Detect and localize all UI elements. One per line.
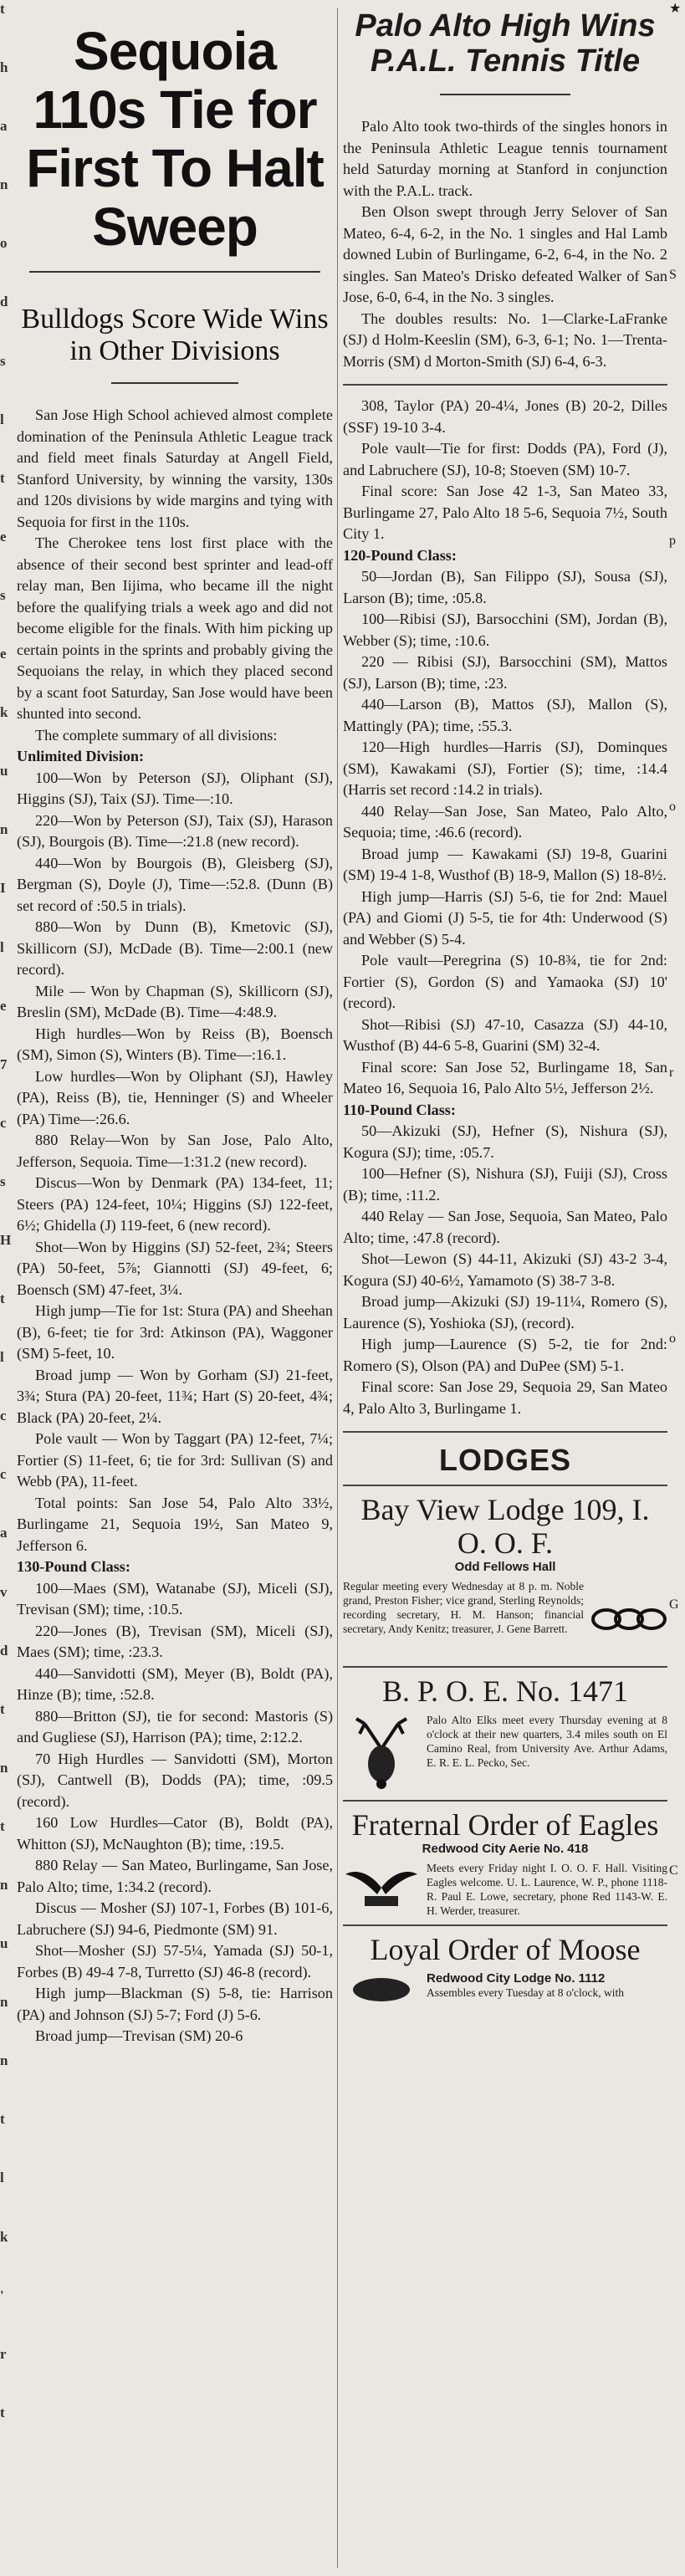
section-heading-130: 130-Pound Class: bbox=[17, 1558, 130, 1575]
lodge-elks bbox=[343, 1666, 667, 1793]
edge-fragment: ★ bbox=[669, 2, 682, 16]
edge-fragment: a bbox=[0, 118, 8, 135]
section-heading-110: 110-Pound Class: bbox=[343, 1101, 456, 1118]
paragraph: The complete summary of all divisions: bbox=[35, 726, 278, 744]
result-entry: Broad jump — Won by Gorham (SJ) 21-feet, 3¾; Stura (PA) 20-feet, 11¾; Hart (S) 20-feet, 4¾; Black (PA) 20-feet, 2¼. bbox=[17, 1366, 333, 1426]
tennis-headline: Palo Alto High Wins P.A.L. Tennis Title bbox=[355, 8, 656, 79]
lodge-text: Meets every Friday night I. O. O. F. Hall. Visiting Eagles welcome. U. L. Laurence, W. P., phone 1118-R. Paul E. Lowe, secretary, phone Red 1143-W. E. H. Werder, treasurer. bbox=[427, 1862, 667, 1917]
lodges-rule bbox=[343, 1431, 667, 1433]
edge-fragment: l bbox=[0, 2170, 4, 2186]
result-entry: 220—Won by Peterson (SJ), Taix (SJ), Harason (SJ), Bourgois (B). Time—:21.8 (new record). bbox=[17, 811, 333, 850]
edge-fragment: l bbox=[0, 1349, 4, 1366]
unlimited-results bbox=[17, 768, 333, 1557]
edge-fragment: H bbox=[0, 1231, 12, 1248]
subheadline-rule bbox=[111, 382, 238, 386]
result-entry: 50—Akizuki (SJ), Hefner (S), Nishura (SJ), Kogura (SJ); time, :05.7. bbox=[343, 1122, 667, 1161]
result-entry: High jump—Tie for 1st: Stura (PA) and Sheehan (B), 6-feet; tie for 3rd: Atkinson (PA), Waggoner (SM) 5-feet, 10. bbox=[17, 1302, 333, 1362]
result-entry: 880 Relay—Won by San Jose, Palo Alto, Jefferson, Sequoia. Time—1:31.2 (new record). bbox=[17, 1132, 333, 1170]
result-entry: Pole vault — Won by Taggart (PA) 12-feet, 7¼; Fortier (S) 11-feet, 6; tie for 3rd: Sullivan (S) and Webb (PA), 11-feet. bbox=[17, 1430, 333, 1490]
result-entry: Final score: San Jose 52, Burlingame 18, San Mateo 16, Sequoia 16, Palo Alto 5½, Jefferson 2½. bbox=[343, 1058, 667, 1096]
result-entry: Shot—Won by Higgins (SJ) 52-feet, 2¾; Steers (PA) 50-feet, 5⅞; Giannotti (SJ) 49-feet, 6; Boensch (SM) 47-feet, 3¼. bbox=[17, 1238, 333, 1298]
result-entry: 440—Sanvidotti (SM), Meyer (B), Boldt (PA), Hinze (B); time, :52.8. bbox=[17, 1664, 333, 1703]
edge-fragment: n bbox=[0, 2052, 8, 2069]
result-entry: 50—Jordan (B), San Filippo (SJ), Sousa (SJ), Larson (B); time, :05.8. bbox=[343, 568, 667, 606]
edge-fragment: c bbox=[0, 1466, 7, 1483]
headline-rule bbox=[440, 94, 570, 98]
edge-fragment: a bbox=[0, 1525, 8, 1541]
edge-fragment: p bbox=[669, 534, 676, 548]
lodges-title: LODGES bbox=[438, 1443, 571, 1477]
result-entry: High jump—Laurence (S) 5-2, tie for 2nd: Romero (S), Olson (PA) and DuPee (SM) 5-1. bbox=[343, 1336, 667, 1374]
paragraph: The doubles results: No. 1—Clarke-LaFranke (SJ) d Holm-Keeslin (SM), 6-3, 6-1; No. 1—Trenta-Morris (SM) d Morton-Smith (SJ) 6-4, 6-3. bbox=[343, 309, 667, 370]
edge-fragment: r bbox=[0, 2345, 7, 2362]
result-entry: Broad jump—Akizuki (SJ) 19-11¼, Romero (S), Laurence (S), Yoshioka (SJ), (record). bbox=[343, 1293, 667, 1331]
lodge-odd-fellows bbox=[343, 1485, 667, 1659]
edge-fragment: 7 bbox=[0, 1055, 8, 1072]
result-entry: High jump—Harris (SJ) 5-6, tie for 2nd: Mauel (PA) and Giomi (J) 5-5, tie for 4th: Underwood (S) and Webber (S) 5-4. bbox=[343, 887, 667, 948]
eagle-emblem-icon bbox=[343, 1861, 420, 1911]
track-meet-article bbox=[17, 0, 333, 2047]
edge-fragment: t bbox=[0, 1291, 5, 1307]
edge-fragment: v bbox=[0, 1583, 8, 1600]
result-entry: Mile — Won by Chapman (S), Skillicorn (SJ), Breslin (SM), McDade (B). Time—4:48.9. bbox=[17, 982, 333, 1020]
lodge-name: Loyal Order of Moose bbox=[370, 1933, 641, 1966]
result-entry: 880—Won by Dunn (B), Kmetovic (SJ), Skillicorn (SJ), McDade (B). Time—2:00.1 (new record). bbox=[17, 918, 333, 978]
lodge-subtitle: Redwood City Aerie No. 418 bbox=[422, 1842, 589, 1856]
edge-fragment: n bbox=[0, 1759, 8, 1776]
result-entry: 100—Ribisi (SJ), Barsocchini (SM), Jordan (B), Webber (S); time, :10.6. bbox=[343, 611, 667, 649]
tennis-article-and-lodges bbox=[343, 0, 667, 2005]
result-entry: 308, Taylor (PA) 20-4¼, Jones (B) 20-2, Dilles (SSF) 19-10 3-4. bbox=[343, 397, 667, 436]
result-entry: 440—Larson (B), Mattos (SJ), Mallon (S), Mattingly (PA); time, :55.3. bbox=[343, 696, 667, 734]
result-entry: Total points: San Jose 54, Palo Alto 33½, Burlingame 21, Sequoia 19½, San Mateo 9, Jefferson 6. bbox=[17, 1494, 333, 1554]
result-entry: Pole vault—Tie for first: Dodds (PA), Ford (J), and Labruchere (SJ), 10-8; Stoeven (SM) 10-7. bbox=[343, 440, 667, 478]
lodge-subtitle: Redwood City Lodge No. 1112 bbox=[427, 1971, 606, 1986]
edge-fragment: d bbox=[0, 1642, 8, 1659]
left-edge-fragments bbox=[0, 0, 15, 2576]
edge-fragment: e bbox=[0, 997, 7, 1014]
edge-fragment: G bbox=[669, 1597, 679, 1612]
edge-fragment: t bbox=[0, 1700, 5, 1717]
edge-fragment: n bbox=[0, 176, 8, 193]
result-entry: Broad jump — Kawakami (SJ) 19-8, Guarini (SM) 19-4 1-8, Wusthof (B) 18-9, Mallon (S) 18-8½. bbox=[343, 845, 667, 883]
edge-fragment: e bbox=[0, 646, 7, 662]
edge-fragment: c bbox=[0, 1114, 7, 1131]
result-entry: 440—Won by Bourgois (B), Gleisberg (SJ), Bergman (S), Doyle (J), Time—:52.8. (Dunn (B) set record of :50.5 in trials). bbox=[17, 854, 333, 914]
edge-fragment: C bbox=[669, 1863, 678, 1878]
lodge-text: Assembles every Tuesday at 8 o'clock, with bbox=[427, 1986, 625, 1999]
lodge-subtitle: Odd Fellows Hall bbox=[454, 1560, 556, 1574]
edge-fragment: s bbox=[0, 586, 6, 603]
edge-fragment: o bbox=[669, 800, 676, 814]
edge-fragment: o bbox=[0, 235, 8, 252]
lodge-eagles bbox=[343, 1800, 667, 1918]
result-entry: 440 Relay — San Jose, Sequoia, San Mateo, Palo Alto; time, :47.8 (record). bbox=[343, 1208, 667, 1246]
result-entry: 100—Maes (SM), Watanabe (SJ), Miceli (SJ), Trevisan (SM); time, :10.5. bbox=[17, 1579, 333, 1618]
section-heading-120: 120-Pound Class: bbox=[343, 546, 457, 564]
edge-fragment: ' bbox=[0, 2287, 4, 2303]
paragraph: The Cherokee tens lost first place with the absence of their second best sprinter and lead-off relay man, Ben Iijima, who became ill the night before the qualifying trials a week ago and did not become eligible for the finals. With him picking up certain points in the sprints and probably giving the Sequoians the relay, in which they placed second by a scant foot Saturday, San Jose would have been shunted into second. bbox=[17, 534, 333, 722]
moose-emblem-icon bbox=[343, 1971, 420, 2005]
result-entry: 70 High Hurdles — Sanvidotti (SM), Morton (SJ), Cantwell (B), Dodds (PA); time, :09.5 (record). bbox=[17, 1750, 333, 1810]
elk-head-emblem-icon bbox=[343, 1713, 420, 1793]
edge-fragment: h bbox=[0, 59, 8, 76]
result-entry: Low hurdles—Won by Oliphant (SJ), Hawley (PA), Reiss (B), tie, Henninger (S) and Wheeler (PA) Time—:26.6. bbox=[17, 1067, 333, 1127]
edge-fragment: I bbox=[0, 880, 6, 897]
subheadline: Bulldogs Score Wide Wins in Other Divisions bbox=[21, 304, 329, 366]
article-body bbox=[17, 405, 333, 2047]
paragraph: Ben Olson swept through Jerry Selover of San Mateo, 6-4, 6-2, in the No. 1 singles and Hal Lamb downed Lubin of Burlingame, 6-2, 6-4, in the No. 2 singles. San Mateo's Drisko defeated Walker of San Jose, 6-0, 6-4, in the No. 3 singles. bbox=[343, 203, 667, 305]
edge-fragment: c bbox=[0, 1408, 7, 1424]
section-rule bbox=[343, 384, 667, 386]
edge-fragment: u bbox=[0, 1935, 8, 1952]
lodge-moose bbox=[343, 1924, 667, 2005]
edge-fragment: r bbox=[669, 1066, 674, 1080]
edge-fragment: l bbox=[0, 411, 4, 427]
result-entry: 100—Hefner (S), Nishura (SJ), Fuiji (SJ), Cross (B); time, :11.2. bbox=[343, 1165, 667, 1204]
edge-fragment: k bbox=[0, 704, 8, 721]
edge-fragment: n bbox=[0, 1877, 8, 1893]
result-entry: Pole vault—Peregrina (S) 10-8¾, tie for 2nd: Fortier (S), Gordon (S) and Yamaoka (SJ) 10' (record). bbox=[343, 952, 667, 1011]
edge-fragment: o bbox=[669, 1331, 676, 1346]
edge-fragment: u bbox=[0, 763, 8, 779]
edge-fragment: n bbox=[0, 1994, 8, 2011]
lodge-text: Regular meeting every Wednesday at 8 p. m. Noble grand, Preston Fisher; vice grand, Sterling Reynolds; recording secretary, H. M. Hanson; financial secretary, Andy Kenitz; treasurer, J. Gene Barrett. bbox=[343, 1580, 584, 1635]
edge-fragment: s bbox=[0, 352, 6, 369]
result-entry: 440 Relay—San Jose, San Mateo, Palo Alto, Sequoia; time, :46.6 (record). bbox=[343, 802, 667, 841]
edge-fragment: t bbox=[0, 1, 5, 17]
lodge-name: B. P. O. E. No. 1471 bbox=[381, 1674, 629, 1708]
edge-fragment: S bbox=[669, 268, 677, 282]
result-entry: Shot—Ribisi (SJ) 47-10, Casazza (SJ) 44-10, Wusthof (B) 44-6 5-8, Guarini (SM) 32-4. bbox=[343, 1015, 667, 1054]
result-entry: High jump—Blackman (S) 5-8, tie: Harrison (PA) and Johnson (SJ) 5-7; Ford (J) 5-6. bbox=[17, 1985, 333, 2023]
result-entry: 100—Won by Peterson (SJ), Oliphant (SJ), Higgins (SJ), Taix (SJ). Time—:10. bbox=[17, 769, 333, 807]
result-entry: Discus — Mosher (SJ) 107-1, Forbes (B) 101-6, Labruchere (SJ) 94-6, Piedmonte (SM) 91. bbox=[17, 1899, 333, 1938]
result-entry: Final score: San Jose 42 1-3, San Mateo 33, Burlingame 27, Palo Alto 18 5-6, Sequoia 7½, South City 1. bbox=[343, 483, 667, 542]
results-130 bbox=[17, 1578, 333, 2047]
result-entry: Broad jump—Trevisan (SM) 20-6 bbox=[35, 2027, 243, 2044]
result-entry: 120—High hurdles—Harris (SJ), Dominques (SM), Kawakami (SJ), Fortier (S); time, :14.4 (Harris set record :14.2 in trials). bbox=[343, 739, 667, 798]
column-divider bbox=[337, 8, 338, 2568]
lodge-name: Bay View Lodge 109, I. O. O. F. bbox=[360, 1493, 650, 1560]
right-edge-fragments bbox=[669, 0, 685, 2576]
edge-fragment: e bbox=[0, 528, 7, 544]
section-heading-unlimited: Unlimited Division: bbox=[17, 748, 145, 764]
edge-fragment: t bbox=[0, 469, 5, 486]
tennis-body bbox=[343, 116, 667, 372]
result-entry: 220—Jones (B), Trevisan (SM), Miceli (SJ), Maes (SM); time, :23.3. bbox=[17, 1622, 333, 1660]
edge-fragment: s bbox=[0, 1173, 6, 1189]
headline: Sequoia 110s Tie for First To Halt Sweep bbox=[26, 21, 324, 257]
result-entry: Shot—Mosher (SJ) 57-5¼, Yamada (SJ) 50-1, Forbes (B) 49-4 7-8, Turretto (SJ) 46-8 (record). bbox=[17, 1942, 333, 1981]
results-continued bbox=[343, 396, 667, 1419]
edge-fragment: d bbox=[0, 294, 8, 310]
result-entry: High hurdles—Won by Reiss (B), Boensch (SM), Simon (S), Winters (B). Time—:16.1. bbox=[17, 1025, 333, 1063]
results-110 bbox=[343, 1121, 667, 1419]
edge-fragment: l bbox=[0, 938, 4, 955]
paragraph: Palo Alto took two-thirds of the singles honors in the Peninsula Athletic League tennis tournament held Saturday morning at Stanford in conjunction with the P.A.L. track. bbox=[343, 118, 667, 199]
result-entry: 880—Britton (SJ), tie for second: Mastoris (S) and Gugliese (SJ), Harrison (PA); time, 2:12.2. bbox=[17, 1707, 333, 1745]
lodge-text: Palo Alto Elks meet every Thursday evening at 8 o'clock at their new quarters, 3.4 miles south on El Camino Real, from University Ave. Arthur Adams, E. R. E. L. Pecko, Sec. bbox=[427, 1714, 667, 1769]
headline-rule bbox=[29, 271, 320, 275]
results-120 bbox=[343, 566, 667, 1100]
edge-fragment: t bbox=[0, 1817, 5, 1834]
edge-fragment: t bbox=[0, 2404, 5, 2420]
result-entry: 880 Relay — San Mateo, Burlingame, San Jose, Palo Alto; time, 1:34.2 (record). bbox=[17, 1857, 333, 1895]
edge-fragment: t bbox=[0, 2111, 5, 2128]
edge-fragment: n bbox=[0, 821, 8, 838]
results-130-continued bbox=[343, 396, 667, 545]
result-entry: 220 — Ribisi (SJ), Barsocchini (SM), Mattos (SJ), Larson (B); time, :23. bbox=[343, 653, 667, 692]
paragraph: San Jose High School achieved almost complete domination of the Peninsula Athletic League track and field meet finals Saturday at Angell Field, Stanford University, by winning the varsity, 130s and 120s divisions by wide margins and tying with Sequoia for first in the 110s. bbox=[17, 406, 333, 530]
result-entry: 160 Low Hurdles—Cator (B), Boldt (PA), Whitton (SJ), McNaughton (B); time, :19.5. bbox=[17, 1814, 333, 1853]
three-links-emblem-icon bbox=[590, 1579, 667, 1659]
edge-fragment: k bbox=[0, 2228, 8, 2245]
result-entry: Shot—Lewon (S) 44-11, Akizuki (SJ) 43-2 3-4, Kogura (SJ) 40-6½, Yamamoto (S) 38-7 3-8. bbox=[343, 1250, 667, 1289]
result-entry: Final score: San Jose 29, Sequoia 29, San Mateo 4, Palo Alto 3, Burlingame 1. bbox=[343, 1378, 667, 1417]
lodge-name: Fraternal Order of Eagles bbox=[351, 1808, 659, 1842]
result-entry: Discus—Won by Denmark (PA) 134-feet, 11; Steers (PA) 124-feet, 10¼; Higgins (SJ) 122-feet, 6½; Ghidella (J) 119-feet, 6 (new record). bbox=[17, 1174, 333, 1234]
